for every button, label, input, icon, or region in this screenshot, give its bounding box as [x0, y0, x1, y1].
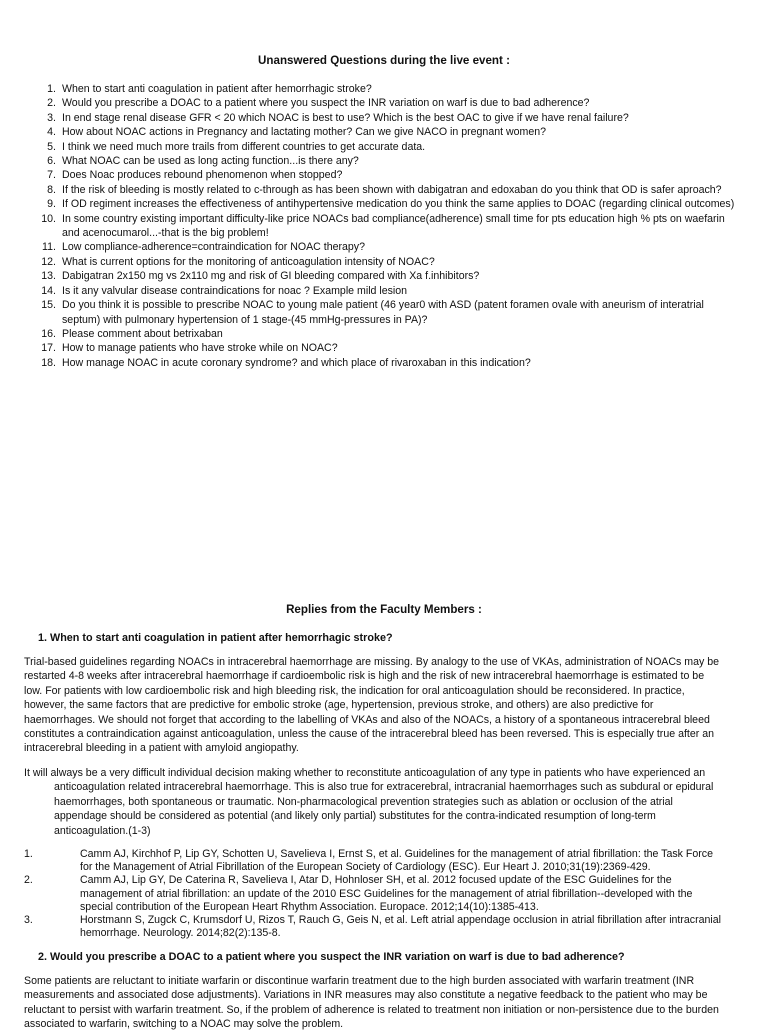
reference-item: [24, 874, 724, 914]
question-number: 11.: [42, 241, 56, 254]
question-item: [38, 183, 738, 197]
section-1-paragraph-1: Trial-based guidelines regarding NOACs in intracerebral haemorrhage are missing. By analogy to the use of VKAs, administration of NOACs may be restarted 4-8 weeks after intracerebral haemorrhage if cardioembolic risk is high and the risk of new intracerebral haemorrhage is estimated to be low. For patients with low cardioembolic risk and high bleeding risk, the indication for oral anticoagulation should be reconsidered. In practice, however, the same factors that are predictive for embolic stroke (age, hypertension, previous stroke, and others) are also predictive for haemorrhages. We should not forget that according to the labelling of VKAs and also of the NOACs, a history of a spontaneous intracerebral bleed constitutes a contraindication against anticoagulation, unless the cause of the intracerebral bleed has been reversed. This is especially true after an intracerebral bleeding in a patient with amyloid angiopathy.: [24, 656, 720, 755]
reference-text: Camm AJ, Kirchhof P, Lip GY, Schotten U, Savelieva I, Ernst S, et al. Guidelines for the management of atrial fibrillation: the Task Force for the Management of Atrial Fibrillation of the European Society of Cardiology (ESC). Eur Heart J. 2010;31(19):2369-429.: [80, 848, 713, 874]
question-number: 17.: [41, 342, 56, 355]
question-number: 18.: [41, 356, 56, 369]
reference-item: [24, 848, 724, 874]
question-number: 13.: [41, 270, 56, 283]
question-number: 15.: [41, 299, 56, 312]
question-number: 10.: [41, 212, 56, 225]
question-text: Please comment about betrixaban: [62, 327, 223, 340]
question-text: Low compliance-adherence=contraindication for NOAC therapy?: [62, 241, 365, 254]
question-number: 8.: [47, 183, 56, 196]
question-text: How manage NOAC in acute coronary syndrome? and which place of rivaroxaban in this indication?: [62, 356, 531, 369]
question-item: [38, 327, 738, 341]
question-item: [38, 240, 738, 254]
references-list: [24, 848, 724, 940]
question-item: [38, 154, 738, 168]
question-number: 3.: [47, 111, 56, 124]
question-item: [38, 269, 738, 283]
question-item: [38, 82, 738, 96]
question-number: 4.: [47, 126, 56, 139]
question-text: Dabigatran 2x150 mg vs 2x110 mg and risk of GI bleeding compared with Xa f.inhibitors?: [62, 270, 480, 283]
question-text: How about NOAC actions in Pregnancy and lactating mother? Can we give NACO in pregnant women?: [62, 126, 547, 139]
question-text: In some country existing important difficulty-like price NOACs bad compliance(adherence) small time for pts education high % pts on waefarin and acenocumarol...-that is the big problem!: [62, 212, 725, 240]
question-text: What is current options for the monitoring of anticoagulation intensity of NOAC?: [62, 255, 435, 268]
question-text: Is it any valvular disease contraindications for noac ? Example mild lesion: [62, 284, 408, 297]
question-number: 9.: [47, 198, 56, 211]
question-item: [38, 284, 738, 298]
question-number: 6.: [47, 155, 56, 168]
question-item: [38, 212, 738, 241]
reference-text: Camm AJ, Lip GY, De Caterina R, Savelieva I, Atar D, Hohnloser SH, et al. 2012 focused update of the ESC Guidelines for the management of atrial fibrillation: an update of the 2010 ESC Guidelines for the management of atrial fibrillation--developed with the special contribution of the European Heart Rhythm Association. Europace. 2012;14(10):1385-413.: [80, 874, 693, 913]
question-number: 1.: [47, 83, 56, 95]
question-number: 2.: [47, 97, 56, 110]
question-number: 16.: [41, 327, 56, 340]
question-text: Would you prescribe a DOAC to a patient where you suspect the INR variation on warf is due to bad adherence?: [62, 97, 590, 110]
question-text: I think we need much more trails from different countries to get accurate data.: [62, 140, 426, 153]
question-item: [38, 140, 738, 154]
question-text: In end stage renal disease GFR < 20 which NOAC is best to use? Which is the best OAC to give if we have renal failure?: [62, 111, 629, 124]
question-text: If the risk of bleeding is mostly related to c-through as has been shown with dabigatran and edoxaban do you think that OD is safer aproach?: [62, 183, 722, 196]
section-2-heading: 2. Would you prescribe a DOAC to a patient where you suspect the INR variation on warf is due to bad adherence?: [38, 951, 625, 963]
faculty-replies-title: Replies from the Faculty Members :: [286, 603, 482, 616]
reference-number: 2.: [24, 874, 33, 887]
questions-list: [38, 82, 738, 370]
question-text: How to manage patients who have stroke while on NOAC?: [62, 342, 338, 355]
question-number: 7.: [47, 169, 56, 182]
question-number: 5.: [47, 140, 56, 153]
unanswered-questions-title: Unanswered Questions during the live event :: [258, 54, 510, 67]
reference-number: 1.: [24, 848, 33, 860]
question-item: [38, 96, 738, 110]
question-text: If OD regiment increases the effectiveness of antihypertensive medication do you think the same applies to DOAC (regarding clinical outcomes): [62, 198, 735, 211]
section-1-heading: 1. When to start anti coagulation in patient after hemorrhagic stroke?: [38, 632, 393, 644]
question-text: Do you think it is possible to prescribe NOAC to young male patient (46 year0 with ASD (patent foramen ovale with aneurism of interatrial septum) with pulmonary hypertension of 1 stage-(45 mmHg-pressures in PA)?: [62, 299, 704, 326]
question-text: What NOAC can be used as long acting function...is there any?: [62, 155, 359, 168]
question-text: Does Noac produces rebound phenomenon when stopped?: [62, 169, 343, 182]
reference-number: 3.: [24, 914, 33, 927]
question-item: [38, 298, 738, 327]
question-item: [38, 255, 738, 269]
question-item: [38, 125, 738, 139]
question-number: 14.: [41, 284, 56, 297]
question-item: [38, 168, 738, 182]
section-1-paragraph-2: It will always be a very difficult individual decision making whether to reconstitute anticoagulation of any type in patients who have experienced an anticoagulation related intracerebral haemorrhage. This is also true for extracerebral, intracranial haemorrhages such as subdural or epidural haemorrhages, both spontaneous or traumatic. Non-pharmacological prevention strategies such as ablation or occlusion of the atrial appendage should be considered as potential (and likely only partial) substitutes for the contra-indicated resumption of long-term anticoagulation.(1-3): [24, 767, 714, 837]
question-item: [38, 111, 738, 125]
question-item: [38, 197, 738, 211]
question-item: [38, 341, 738, 355]
question-item: [38, 356, 738, 370]
question-text: When to start anti coagulation in patient after hemorrhagic stroke?: [62, 83, 372, 95]
reference-item: [24, 914, 724, 940]
reference-text: Horstmann S, Zugck C, Krumsdorf U, Rizos T, Rauch G, Geis N, et al. Left atrial appendage occlusion in atrial fibrillation after intracranial hemorrhage. Neurology. 2014;82(2):135-8.: [80, 914, 722, 940]
section-2-paragraph-1: Some patients are reluctant to initiate warfarin or discontinue warfarin treatment due to the high burden associated with warfarin treatment (INR measurements and associated dose adjustments). Variations in INR measures may also constitute a negative feedback to the patient who may be reluctant to persist with warfarin treatment. So, if the problem of adherence is related to treatment non initiation or non-persistence due to the burden associated to warfarin, switching to a NOAC may solve the problem.: [24, 975, 719, 1031]
question-number: 12.: [41, 255, 56, 268]
